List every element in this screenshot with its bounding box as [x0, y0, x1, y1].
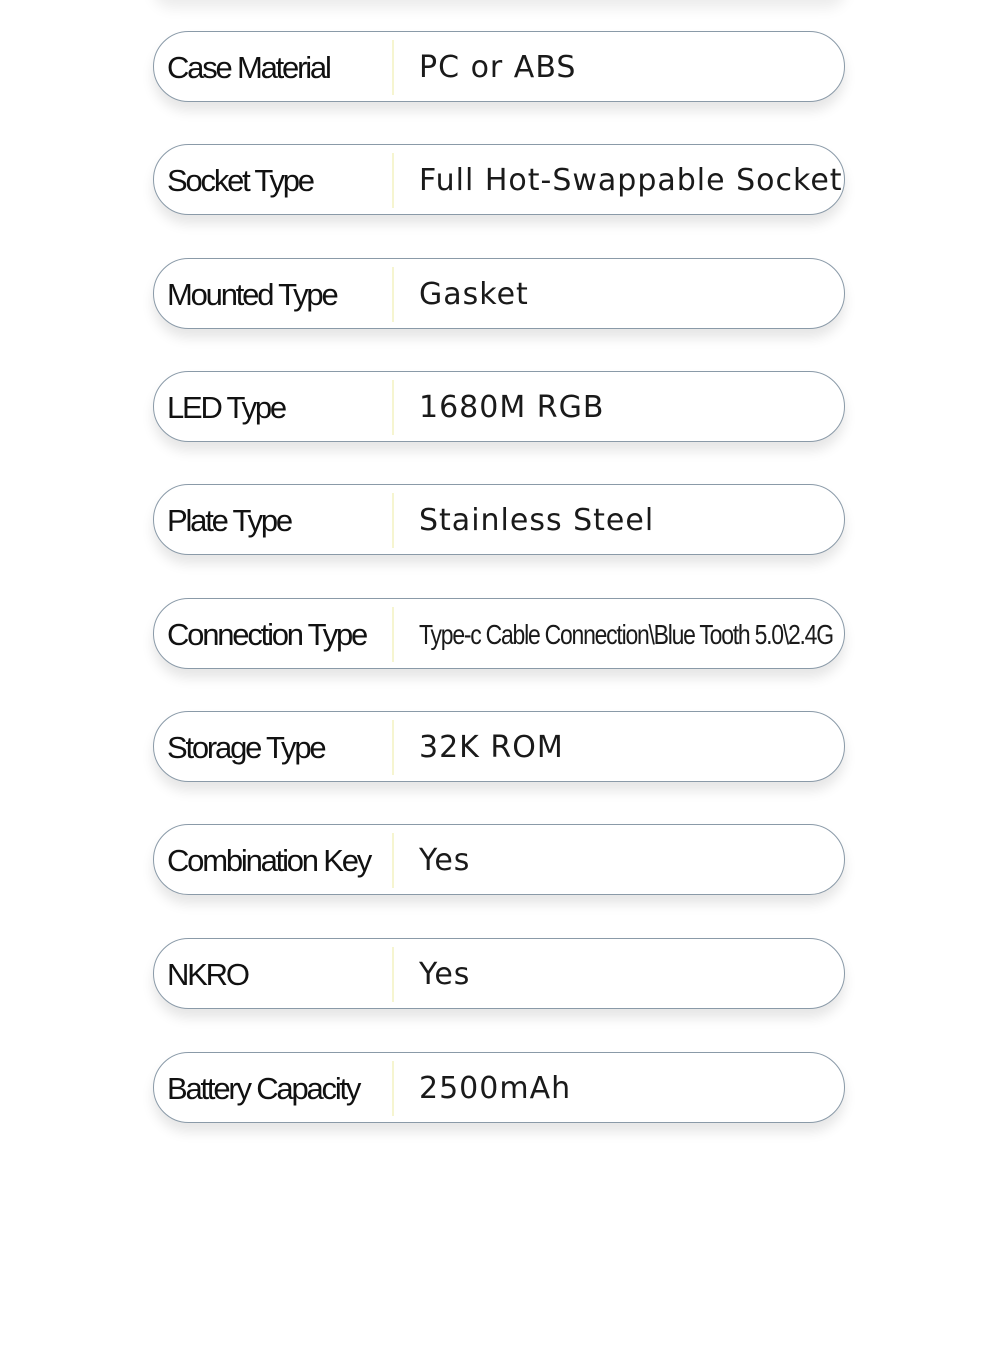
divider	[392, 607, 394, 662]
spec-row-case-material	[153, 31, 845, 102]
divider	[392, 493, 394, 548]
spec-row-socket-type	[153, 144, 845, 215]
spec-row-storage-type	[153, 711, 845, 782]
spec-label: Connection Type	[167, 617, 367, 652]
spec-label: Combination Key	[167, 843, 371, 878]
spec-value: 32K ROM	[419, 730, 564, 765]
spec-row-plate-type	[153, 484, 845, 555]
spec-label: NKRO	[167, 957, 248, 992]
divider	[392, 947, 394, 1002]
spec-row-connection-type	[153, 598, 845, 669]
divider	[392, 153, 394, 208]
spec-value: Full Hot-Swappable Socket	[419, 163, 843, 198]
spec-label: Battery Capacity	[167, 1071, 360, 1106]
divider	[392, 380, 394, 435]
spec-value: Stainless Steel	[419, 503, 655, 538]
spec-label: Socket Type	[167, 163, 313, 198]
spec-label: LED Type	[167, 390, 285, 425]
spec-value: 2500mAh	[419, 1071, 572, 1106]
divider	[392, 40, 394, 95]
spec-value: 1680M RGB	[419, 390, 605, 425]
divider	[392, 1061, 394, 1116]
spec-value: Yes	[419, 843, 471, 878]
divider	[392, 720, 394, 775]
spec-value: Gasket	[419, 277, 529, 312]
spec-row-battery-capacity	[153, 1052, 845, 1123]
spec-value: Yes	[419, 957, 471, 992]
spec-value: Type-c Cable Connection\Blue Tooth 5.0\2.4G	[419, 619, 833, 650]
divider	[392, 833, 394, 888]
spec-label: Plate Type	[167, 503, 291, 538]
spec-row-mounted-type	[153, 258, 845, 329]
spec-label: Storage Type	[167, 730, 325, 765]
spec-label: Mounted Type	[167, 277, 337, 312]
spec-value: PC or ABS	[419, 50, 577, 85]
divider	[392, 267, 394, 322]
spec-label: Case Material	[167, 50, 330, 85]
spec-row-led-type	[153, 371, 845, 442]
spec-row-combination-key	[153, 824, 845, 895]
spec-row-nkro	[153, 938, 845, 1009]
